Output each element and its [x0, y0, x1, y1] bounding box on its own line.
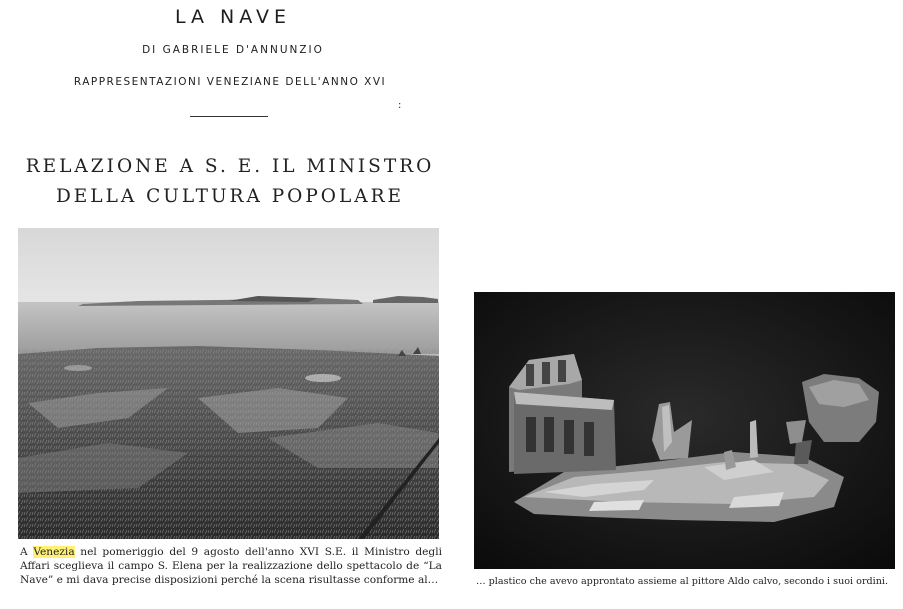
author-line: DI GABRIELE D'ANNUNZIO: [142, 44, 324, 56]
stage-model-image: [474, 292, 895, 569]
heading-line-1: RELAZIONE A S. E. IL MINISTRO: [25, 156, 435, 177]
lagoon-photo-image: [18, 228, 439, 539]
lagoon-photo: [18, 228, 439, 539]
caption-prefix: A: [20, 546, 34, 558]
highlighted-word: Venezia: [33, 546, 75, 558]
right-caption: … plastico che avevo approntato assieme al pittore Aldo calvo, secondo i suoi ordini.: [476, 576, 889, 587]
stage-model-photo: [474, 292, 895, 569]
report-heading: [0, 152, 460, 212]
book-title: LA NAVE: [174, 6, 292, 28]
subtitle-line: RAPPRESENTAZIONI VENEZIANE DELL'ANNO XVI: [73, 76, 387, 88]
caption-body: nel pomeriggio del 9 agosto dell'anno XVI S.E. il Ministro degli Affari sceglieva il campo S. Elena per la realizzazione dello spettacolo de “La Nave” e mi dava precise disposizioni perché la scena risultasse conforme al…: [20, 546, 442, 586]
left-caption: [20, 545, 442, 587]
punctuation-mark: :: [398, 100, 402, 111]
divider-rule: [190, 116, 268, 117]
heading-line-2: DELLA CULTURA POPOLARE: [55, 186, 405, 207]
